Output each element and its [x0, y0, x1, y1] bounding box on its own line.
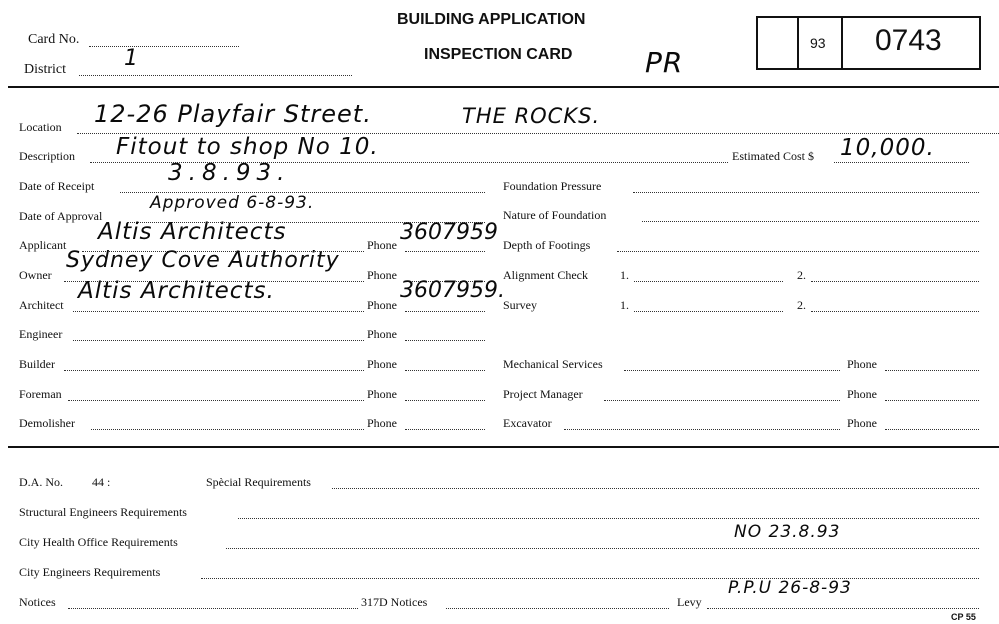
estimated-cost-field [834, 162, 969, 163]
project-manager-phone-label: Phone [847, 387, 877, 401]
location-label: Location [19, 120, 62, 134]
date-approval-value: Approved 6-8-93. [150, 193, 315, 213]
builder-field [64, 370, 364, 371]
alignment-check-1-field [634, 281, 783, 282]
box-divider [797, 18, 799, 68]
foundation-pressure-label: Foundation Pressure [503, 179, 602, 193]
applicant-phone-value: 3607959 [400, 220, 498, 245]
depth-footings-field [617, 251, 979, 252]
card-number-box [756, 16, 981, 70]
engineer-phone-field [405, 340, 485, 341]
survey-2-label: 2. [797, 298, 806, 312]
architect-value: Altis Architects. [78, 278, 275, 304]
form-title-line2: INSPECTION CARD [424, 46, 573, 63]
applicant-phone-field [405, 251, 485, 252]
applicant-phone-label: Phone [367, 238, 397, 252]
structural-requirements-label: Structural Engineers Requirements [19, 505, 187, 519]
card-no-label: Card No. [28, 32, 80, 47]
city-engineers-field [201, 578, 979, 579]
levy-value: P.P.U 26-8-93 [728, 578, 852, 598]
engineer-phone-label: Phone [367, 327, 397, 341]
architect-phone-value: 3607959. [400, 278, 505, 303]
da-no-value: 44 : [92, 475, 111, 489]
architect-label: Architect [19, 298, 64, 312]
levy-field [707, 608, 979, 609]
foreman-phone-label: Phone [367, 387, 397, 401]
survey-1-label: 1. [620, 298, 629, 312]
notices-317d-label: 317D Notices [361, 595, 428, 609]
excavator-label: Excavator [503, 416, 552, 430]
excavator-phone-field [885, 429, 979, 430]
project-manager-label: Project Manager [503, 387, 583, 401]
health-requirements-label: City Health Office Requirements [19, 535, 178, 549]
project-manager-field [604, 400, 840, 401]
date-approval-label: Date of Approval [19, 209, 103, 223]
notices-field [68, 608, 358, 609]
date-receipt-label: Date of Receipt [19, 179, 95, 193]
owner-phone-label: Phone [367, 268, 397, 282]
location-value-suburb: THE ROCKS. [462, 104, 601, 128]
mechanical-services-label: Mechanical Services [503, 357, 603, 371]
survey-2-field [811, 311, 979, 312]
demolisher-field [91, 429, 364, 430]
builder-phone-label: Phone [367, 357, 397, 371]
nature-foundation-field [642, 221, 979, 222]
mechanical-services-field [624, 370, 840, 371]
foreman-phone-field [405, 400, 485, 401]
alignment-check-label: Alignment Check [503, 268, 588, 282]
project-manager-phone-field [885, 400, 979, 401]
alignment-check-1-label: 1. [620, 268, 629, 282]
owner-label: Owner [19, 268, 52, 282]
header-rule [8, 86, 999, 88]
levy-label: Levy [677, 595, 702, 609]
form-code: CP 55 [951, 612, 976, 622]
architect-phone-field [405, 311, 485, 312]
description-label: Description [19, 149, 75, 163]
special-requirements-label: Spècial Requirements [206, 475, 311, 489]
alignment-check-2-field [811, 281, 979, 282]
engineer-label: Engineer [19, 327, 63, 341]
foreman-label: Foreman [19, 387, 62, 401]
structural-requirements-field [238, 518, 979, 519]
excavator-field [564, 429, 840, 430]
depth-footings-label: Depth of Footings [503, 238, 591, 252]
city-engineers-label: City Engineers Requirements [19, 565, 161, 579]
demolisher-phone-field [405, 429, 485, 430]
card-year: 93 [810, 35, 826, 51]
builder-phone-field [405, 370, 485, 371]
estimated-cost-value: 10,000. [840, 135, 935, 161]
estimated-cost-label: Estimated Cost $ [732, 149, 814, 163]
demolisher-label: Demolisher [19, 416, 75, 430]
description-value: Fitout to shop No 10. [116, 134, 379, 160]
location-value: 12-26 Playfair Street. [94, 100, 372, 128]
builder-label: Builder [19, 357, 55, 371]
architect-phone-label: Phone [367, 298, 397, 312]
excavator-phone-label: Phone [847, 416, 877, 430]
special-requirements-field [332, 488, 979, 489]
date-receipt-value: 3.8.93. [168, 160, 291, 186]
mechanical-phone-field [885, 370, 979, 371]
da-no-label: D.A. No. [19, 475, 63, 489]
demolisher-phone-label: Phone [367, 416, 397, 430]
owner-value: Sydney Cove Authority [66, 248, 340, 273]
alignment-check-2-label: 2. [797, 268, 806, 282]
health-requirements-field [226, 548, 979, 549]
section-rule [8, 446, 999, 448]
notices-317d-field [446, 608, 669, 609]
card-number: 0743 [875, 24, 942, 57]
engineer-field [73, 340, 364, 341]
initials-handwritten: PR [645, 46, 684, 79]
box-divider [841, 18, 843, 68]
architect-field [73, 311, 364, 312]
applicant-label: Applicant [19, 238, 67, 252]
survey-label: Survey [503, 298, 537, 312]
district-field [79, 75, 352, 76]
survey-1-field [634, 311, 783, 312]
mechanical-phone-label: Phone [847, 357, 877, 371]
district-value: 1 [124, 46, 139, 71]
foundation-pressure-field [633, 192, 979, 193]
nature-foundation-label: Nature of Foundation [503, 208, 607, 222]
form-title-line1: BUILDING APPLICATION [397, 11, 586, 28]
notices-label: Notices [19, 595, 56, 609]
card-no-field [89, 46, 239, 47]
health-requirements-value: NO 23.8.93 [734, 522, 841, 542]
district-label: District [24, 62, 66, 77]
foreman-field [68, 400, 364, 401]
applicant-value: Altis Architects [98, 219, 287, 245]
